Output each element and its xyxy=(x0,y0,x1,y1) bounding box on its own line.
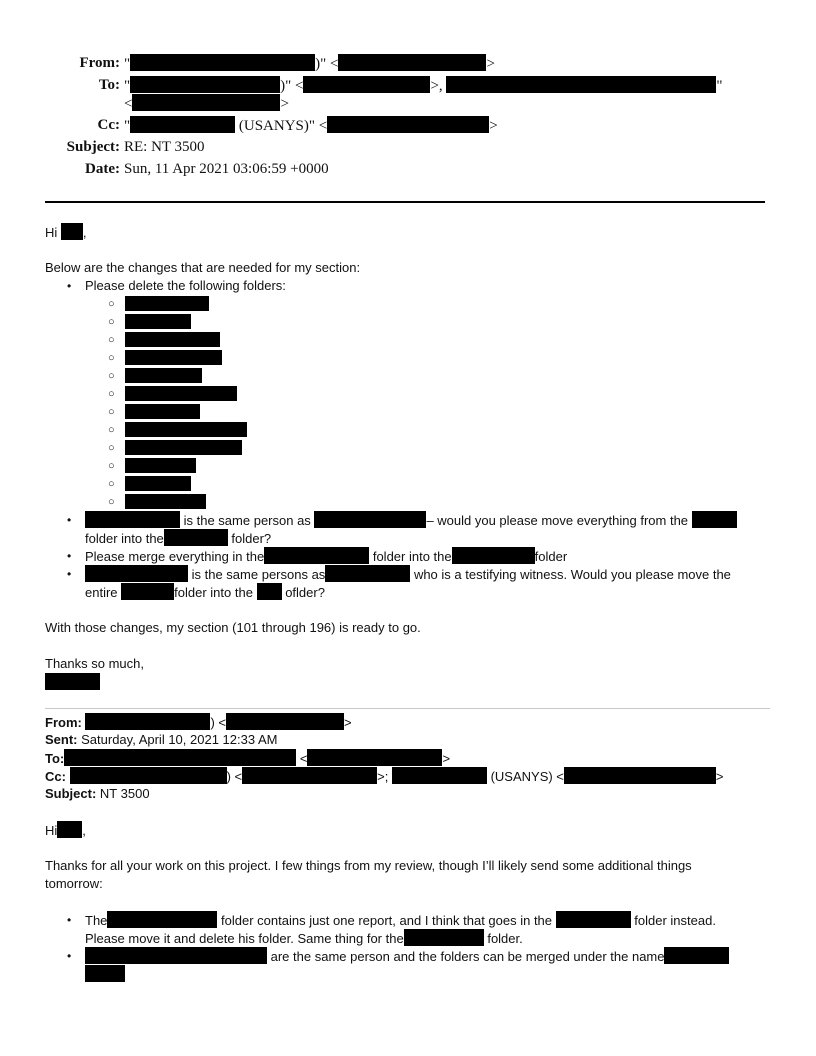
redaction xyxy=(242,767,377,784)
redaction xyxy=(303,76,430,93)
redaction xyxy=(264,547,369,564)
redaction xyxy=(45,673,100,690)
redaction xyxy=(164,529,228,546)
quoted-cc: Cc: ) < >; (USANYS) < > xyxy=(45,769,724,784)
redaction xyxy=(61,223,83,240)
cc-org: (USANYS)" xyxy=(238,118,316,134)
signature xyxy=(45,673,100,692)
from-label: From: xyxy=(79,55,120,71)
quoted-paragraph-cont: tomorrow: xyxy=(45,876,103,891)
to-row-cont: < > xyxy=(124,96,289,112)
redaction xyxy=(257,583,282,600)
quoted-greeting: Hi , xyxy=(45,823,86,838)
redaction xyxy=(125,404,200,419)
redaction xyxy=(564,767,716,784)
to-value: " )" < >, " xyxy=(124,78,723,94)
redaction xyxy=(85,565,188,582)
redaction xyxy=(446,76,716,93)
redaction xyxy=(404,929,484,946)
redaction xyxy=(125,476,191,491)
greeting: Hi , xyxy=(45,225,87,240)
redaction xyxy=(121,583,174,600)
redaction xyxy=(307,749,442,766)
redaction xyxy=(125,332,220,347)
redaction xyxy=(338,54,486,71)
bullet-same-person-cont: folder into the folder? xyxy=(85,531,272,546)
quoted-bullet-one-cont: Please move it and delete his folder. Same thing for the folder. xyxy=(85,931,523,946)
subject-label: Subject: xyxy=(66,139,120,155)
subject-value: RE: NT 3500 xyxy=(124,139,205,155)
redaction xyxy=(125,422,247,437)
redaction xyxy=(556,911,631,928)
redaction xyxy=(125,494,206,509)
redaction xyxy=(125,314,191,329)
quoted-to: To: < > xyxy=(45,751,451,766)
quoted-subject: Subject: NT 3500 xyxy=(45,786,150,801)
redaction xyxy=(125,350,222,365)
redaction xyxy=(125,458,196,473)
quoted-separator xyxy=(45,708,770,709)
redaction xyxy=(125,386,237,401)
quoted-sent: Sent: Saturday, April 10, 2021 12:33 AM xyxy=(45,732,278,747)
redaction xyxy=(452,547,535,564)
bullet-testifying-cont: entire folder into the oflder? xyxy=(85,585,325,600)
redaction xyxy=(392,767,487,784)
redaction xyxy=(130,54,315,71)
quoted-paragraph: Thanks for all your work on this project. I few things from my review, though I’ll likely send some additional things xyxy=(45,858,692,873)
redaction xyxy=(85,965,125,982)
intro-text: Below are the changes that are needed for my section: xyxy=(45,260,361,275)
quoted-from: From: ) < > xyxy=(45,715,352,730)
redaction xyxy=(85,947,267,964)
to-label: To: xyxy=(98,77,120,93)
thanks-text: Thanks so much, xyxy=(45,656,144,671)
redaction xyxy=(125,296,209,311)
redaction xyxy=(130,116,235,133)
closing-text: With those changes, my section (101 through 196) is ready to go. xyxy=(45,620,421,635)
email-page: From: " )" < > To: " )" < >, " < > Cc: " (USANYS)" < > Subject: RE: NT 3500 Date: Sun, 11 Apr 2021 03:06:59 +0000 Hi , Below are the changes that are needed for my section: • Please delete the following folders: ○ ○ ○ ○ ○ ○ ○ ○ ○ ○ ○ ○ • is the same person as – would you please move everything from the folder into the folder? • Please merge everything in the folder into the folder • is the same persons as who is a testifying witness. Would you please move the entire folder into the oflder? With those changes, my section (101 through 196) is ready to go. Thanks so much, From: ) < > Sent: Saturday, April 10, 2021 12:33 AM To: < > Cc: ) < >; (USANYS) < > Subject: NT 3500 Hi , Thanks for all your work on this project. I few things from my review, though I’ll likely send some additional things tomorrow: • The folder contains just one report, and I think that goes in the folder instead. Please move it and delete his folder. Same thing for the folder. • are the same person and the folders can be merged under the name xyxy=(0,0,816,1056)
redaction xyxy=(664,947,729,964)
header-divider xyxy=(45,201,765,203)
redaction xyxy=(130,76,280,93)
redaction xyxy=(314,511,426,528)
cc-value: " (USANYS)" < > xyxy=(124,118,498,134)
redaction xyxy=(327,116,489,133)
date-label: Date: xyxy=(85,161,120,177)
redaction xyxy=(325,565,410,582)
cc-label: Cc: xyxy=(97,117,120,133)
redaction xyxy=(85,713,210,730)
redaction xyxy=(132,94,280,111)
redaction xyxy=(64,749,296,766)
redaction xyxy=(226,713,344,730)
redaction xyxy=(57,821,82,838)
redaction xyxy=(692,511,737,528)
redaction xyxy=(70,767,227,784)
date-value: Sun, 11 Apr 2021 03:06:59 +0000 xyxy=(124,161,329,177)
redaction xyxy=(85,511,180,528)
quoted-bullet-two-cont xyxy=(85,965,125,984)
redaction xyxy=(125,440,242,455)
redaction xyxy=(125,368,202,383)
redaction xyxy=(107,911,217,928)
from-value: " )" < > xyxy=(124,56,495,72)
